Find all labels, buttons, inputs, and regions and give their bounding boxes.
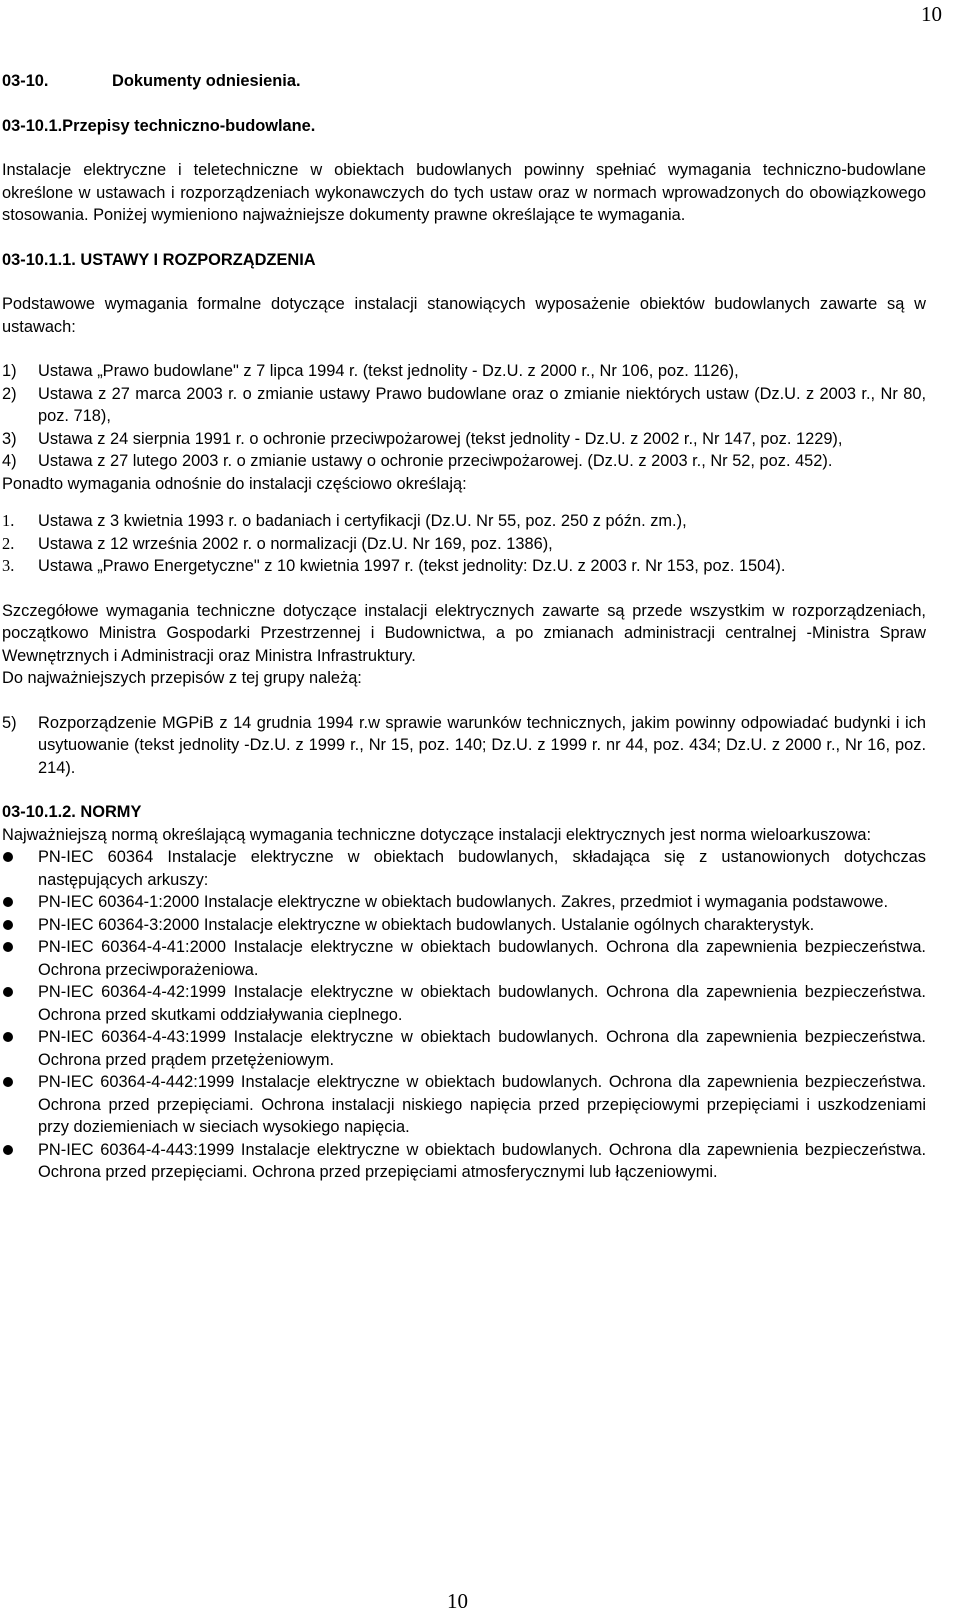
list-item — [2, 712, 926, 780]
bullet-item — [2, 1139, 926, 1184]
list-number: 2) — [2, 384, 17, 403]
list-text: Ustawa „Prawo budowlane" z 7 lipca 1994 r. (tekst jednolity - Dz.U. z 2000 r., Nr 106, poz. 1126), — [38, 362, 739, 380]
bullet-icon — [2, 846, 38, 891]
list-text: Ustawa „Prawo Energetyczne" z 10 kwietnia 1997 r. (tekst jednolity: Dz.U. z 2003 r. Nr 153, poz. 1504). — [38, 557, 786, 575]
najwazniejsze-paragraph: Do najważniejszych przepisów z tej grupy należą: — [2, 669, 362, 687]
section-title: Dokumenty odniesienia. — [112, 72, 301, 90]
list-text: Ustawa z 3 kwietnia 1993 r. o badaniach i certyfikacji (Dz.U. Nr 55, poz. 250 z późn. zm.), — [38, 512, 687, 530]
bullet-icon — [2, 1026, 38, 1071]
ustawy-intro-paragraph: Podstawowe wymagania formalne dotyczące instalacji stanowiących wyposażenie obiektów budowlanych zawarte są w ustawach: — [2, 295, 926, 336]
bullet-icon — [2, 1071, 38, 1139]
list-text: Ustawa z 27 marca 2003 r. o zmianie ustawy Prawo budowlane oraz o zmianie niektórych ustaw (Dz.U. z 2003 r., Nr 80, poz. 718), — [38, 384, 926, 425]
section-number: 03-10. — [2, 72, 49, 90]
list-text: Rozporządzenie MGPiB z 14 grudnia 1994 r.w sprawie warunków technicznych, jakim powinny odpowiadać budynki i ich usytuowanie (tekst jednolity -Dz.U. z 1999 r., Nr 15, poz. 140; Dz.U. z 1999 r. nr 44, poz. 434; Dz.U. z 2000 r., Nr 16, poz. 214). — [38, 713, 926, 777]
bullet-text: PN-IEC 60364-4-42:1999 Instalacje elektryczne w obiektach budowlanych. Ochrona dla zapewnienia bezpieczeństwa. Ochrona przed skutkami oddziaływania cieplnego. — [38, 983, 926, 1024]
bullet-item — [2, 846, 926, 891]
list-number: 1) — [2, 362, 17, 380]
bullet-text: PN-IEC 60364-4-43:1999 Instalacje elektryczne w obiektach budowlanych. Ochrona dla zapewnienia bezpieczeństwa. Ochrona przed prądem przetężeniowym. — [38, 1028, 926, 1069]
list-item — [2, 533, 926, 556]
page-number-bottom: 10 — [447, 1589, 468, 1613]
bullet-icon — [2, 1139, 38, 1184]
list-item — [2, 360, 926, 383]
list-text: Ustawa z 12 września 2002 r. o normalizacji (Dz.U. Nr 169, poz. 1386), — [38, 534, 553, 553]
list-number: 1. — [2, 511, 15, 530]
bullet-item — [2, 1071, 926, 1139]
bullet-item — [2, 936, 926, 981]
list-number: 2. — [2, 533, 15, 553]
bullet-text: PN-IEC 60364 Instalacje elektryczne w obiektach budowlanych, składająca się z ustanowionych dotychczas następujących arkuszy: — [38, 848, 926, 889]
bullet-text: PN-IEC 60364-3:2000 Instalacje elektryczne w obiektach budowlanych. Ustalanie ogólnych charakterystyk. — [38, 915, 815, 934]
bullet-item — [2, 891, 926, 914]
ustawy-heading: 03-10.1.1. USTAWY I ROZPORZĄDZENIA — [2, 250, 316, 269]
bullet-icon — [2, 891, 38, 914]
page-number-top: 10 — [921, 2, 942, 26]
list-item — [2, 450, 926, 473]
list-number: 3. — [2, 556, 15, 575]
bullet-item — [2, 981, 926, 1026]
ponadto-paragraph: Ponadto wymagania odnośnie do instalacji częściowo określają: — [2, 474, 467, 493]
list-text: Ustawa z 27 lutego 2003 r. o zmianie ustawy o ochronie przeciwpożarowej. (Dz.U. z 2003 r., Nr 52, poz. 452). — [38, 452, 833, 470]
bullet-text: PN-IEC 60364-4-442:1999 Instalacje elektryczne w obiektach budowlanych. Ochrona dla zapewnienia bezpieczeństwa. Ochrona przed przepięciami. Ochrona instalacji niskiego napięcia przed przepięciowymi przepięciami i uszkodzeniami przy doziemieniach w sieciach wysokiego napięcia. — [38, 1073, 926, 1136]
bullet-text: PN-IEC 60364-1:2000 Instalacje elektryczne w obiektach budowlanych. Zakres, przedmiot i wymagania podstawowe. — [38, 893, 889, 911]
list-number: 5) — [2, 713, 17, 732]
bullet-icon — [2, 914, 38, 937]
bullet-text: PN-IEC 60364-4-443:1999 Instalacje elektryczne w obiektach budowlanych. Ochrona dla zapewnienia bezpieczeństwa. Ochrona przed przepięciami. Ochrona przed przepięciami atmosferycznymi lub łączeniowymi. — [38, 1140, 926, 1181]
subsection-heading: 03-10.1.Przepisy techniczno-budowlane. — [2, 116, 316, 135]
normy-intro-paragraph: Najważniejszą normą określającą wymagania techniczne dotyczące instalacji elektrycznych jest norma wieloarkuszowa: — [2, 825, 872, 844]
bullet-icon — [2, 981, 38, 1026]
bullet-item — [2, 1026, 926, 1071]
section-heading — [2, 70, 926, 93]
intro-paragraph: Instalacje elektryczne i teletechniczne w obiektach budowlanych powinny spełniać wymagania techniczno-budowlane określone w ustawach i rozporządzeniach wykonawczych do tych ustaw oraz w normach wprowadzonych do obowiązkowego stosowania. Poniżej wymieniono najważniejsze dokumenty prawne określające te wymagania. — [2, 161, 926, 224]
bullet-item — [2, 914, 926, 937]
list-text: Ustawa z 24 sierpnia 1991 r. o ochronie przeciwpożarowej (tekst jednolity - Dz.U. z 2002 r., Nr 147, poz. 1229), — [38, 429, 843, 448]
list-number: 3) — [2, 429, 17, 448]
szczegolowe-paragraph: Szczegółowe wymagania techniczne dotyczące instalacji elektrycznych zawarte są przede wszystkim w rozporządzeniach, początkowo Ministra Gospodarki Przestrzennej i Budownictwa, a po zmianach administracji centralnej -Ministra Spraw Wewnętrznych i Administracji oraz Ministra Infrastruktury. — [2, 601, 926, 665]
list-item — [2, 428, 926, 451]
list-number: 4) — [2, 452, 17, 470]
bullet-text: PN-IEC 60364-4-41:2000 Instalacje elektryczne w obiektach budowlanych. Ochrona dla zapewnienia bezpieczeństwa. Ochrona przeciwporażeniowa. — [38, 938, 926, 979]
list-item — [2, 555, 926, 578]
document-content — [2, 70, 926, 1184]
list-item — [2, 383, 926, 428]
normy-heading: 03-10.1.2. NORMY — [2, 803, 142, 821]
bullet-icon — [2, 936, 38, 981]
list-item — [2, 510, 926, 533]
